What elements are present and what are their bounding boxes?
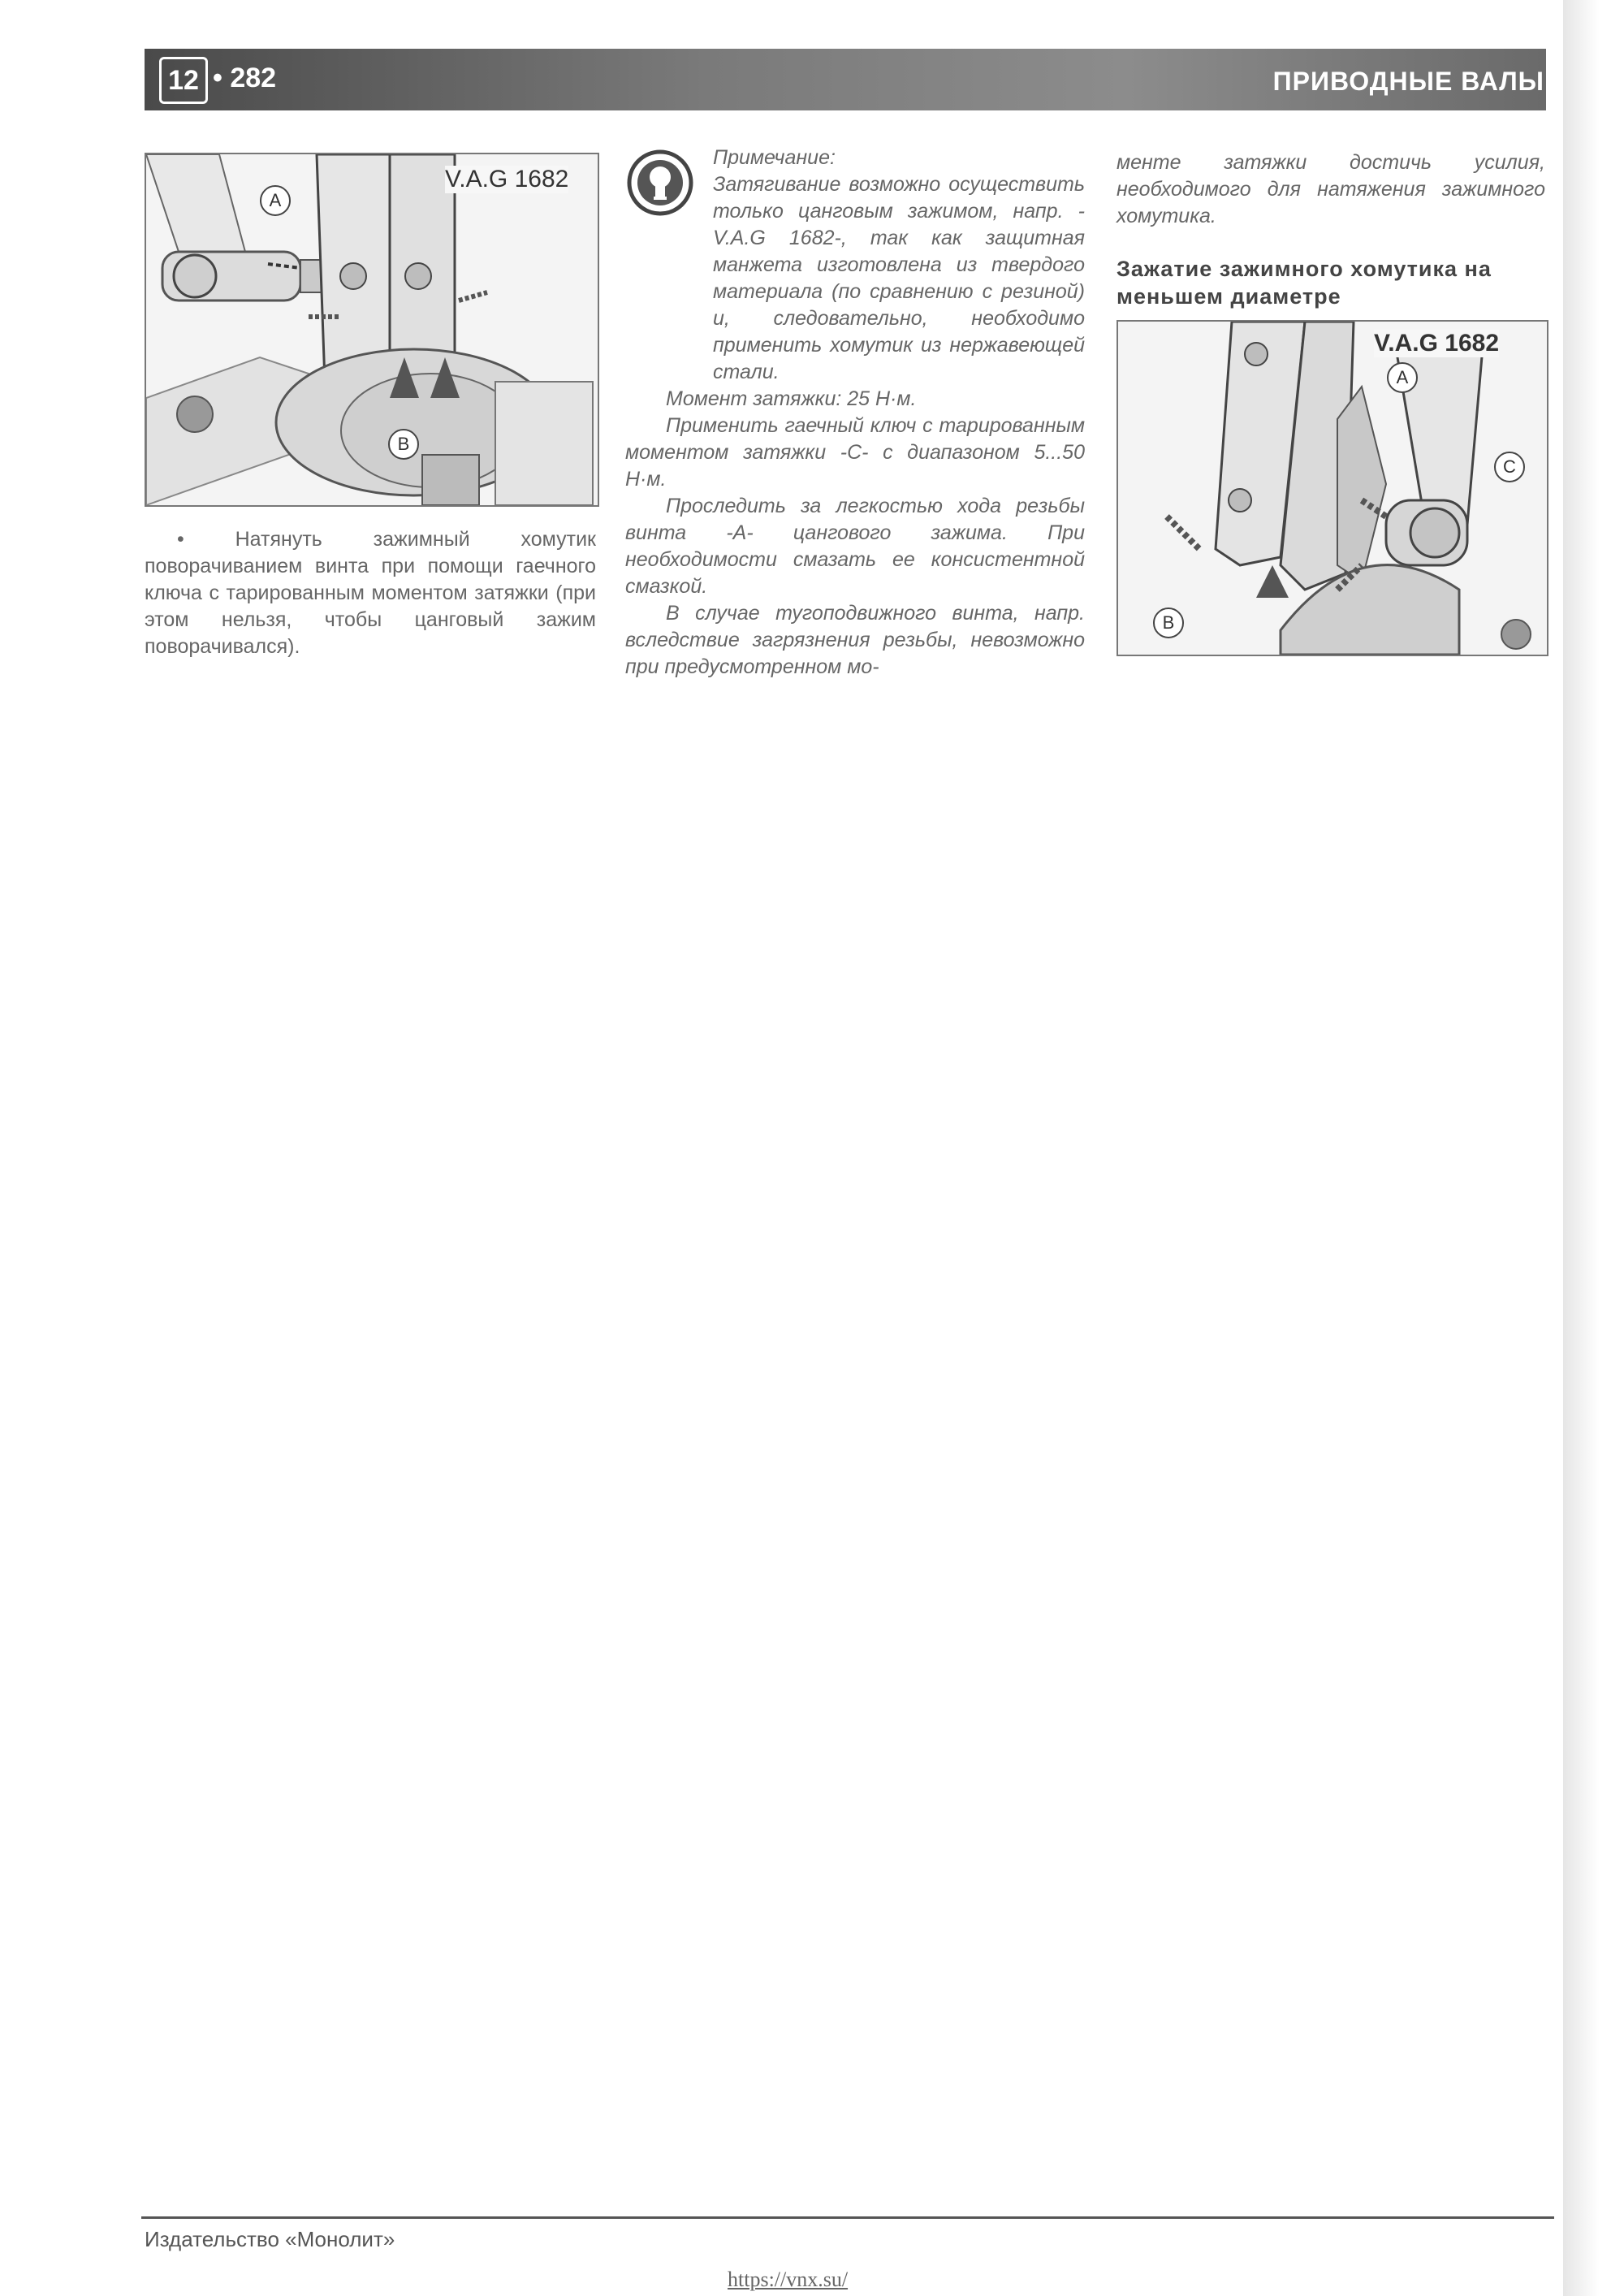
- figure1-callout-b: B: [388, 429, 419, 460]
- figure2-callout-b: B: [1153, 608, 1184, 638]
- tight-screw-text: В случае тугоподвижного винта, напр. вследствие загрязнения резьбы, невозможно при предусмотренном мо-: [625, 602, 1085, 678]
- figure-collet-clamp-tightening: [145, 153, 599, 507]
- page-number: • 282: [213, 63, 277, 93]
- page-edge-shadow: [1563, 0, 1624, 2296]
- section-subheading: Зажатие зажимного хомутика на меньшем диаметре: [1116, 257, 1492, 309]
- page-number-value: 282: [230, 63, 277, 93]
- figure2-callout-a: A: [1387, 362, 1418, 393]
- column-3: [1116, 149, 1545, 230]
- thread-text: Проследить за легкостью хода резьбы винта -А- цангового зажима. При необходимости смазать ее консистентной смазкой.: [625, 495, 1085, 598]
- publisher-name: Издательство «Монолит»: [145, 2227, 395, 2251]
- continuation-text: менте затяжки достичь усилия, необходимого для натяжения зажимного хомутика.: [1116, 151, 1545, 227]
- figure2-callout-c: C: [1494, 452, 1525, 482]
- torque-text: Момент затяжки: 25 Н·м.: [666, 387, 917, 410]
- chapter-number-badge: 12: [159, 57, 208, 104]
- figure1-callout-a: A: [260, 185, 291, 216]
- column-1: [145, 526, 596, 660]
- column-2: [625, 145, 1085, 681]
- chapter-title: ПРИВОДНЫЕ ВАЛЫ: [1272, 67, 1544, 96]
- figure2-illustration: [1118, 322, 1547, 655]
- wrench-text: Применить гаечный ключ с тарированным моментом затяжки -С- с диапазоном 5...50 Н·м.: [625, 414, 1085, 491]
- note-title: Примечание:: [713, 146, 836, 169]
- figure2-tool-label: V.A.G 1682: [1374, 330, 1499, 357]
- source-url-link[interactable]: https://vnx.su/: [728, 2268, 849, 2291]
- footer-divider: [141, 2216, 1554, 2219]
- figure1-tool-label: V.A.G 1682: [445, 166, 569, 192]
- note-text: Затягивание возможно осуществить только цанговым зажимом, напр. -V.A.G 1682-, так как защитная манжета изготовлена из твердого материала (по сравнению с резиной) и, следовательно, необходимо применить хомутик из нержавеющей стали.: [713, 173, 1085, 383]
- bullet-instruction: • Натянуть зажимный хомутик поворачиванием винта при помощи гаечного ключа с тарированным моментом затяжки (при этом нельзя, чтобы цанговый зажим поворачивался).: [145, 528, 596, 658]
- figure-clamp-smaller-diameter: [1116, 320, 1548, 656]
- figure1-illustration: [146, 154, 598, 505]
